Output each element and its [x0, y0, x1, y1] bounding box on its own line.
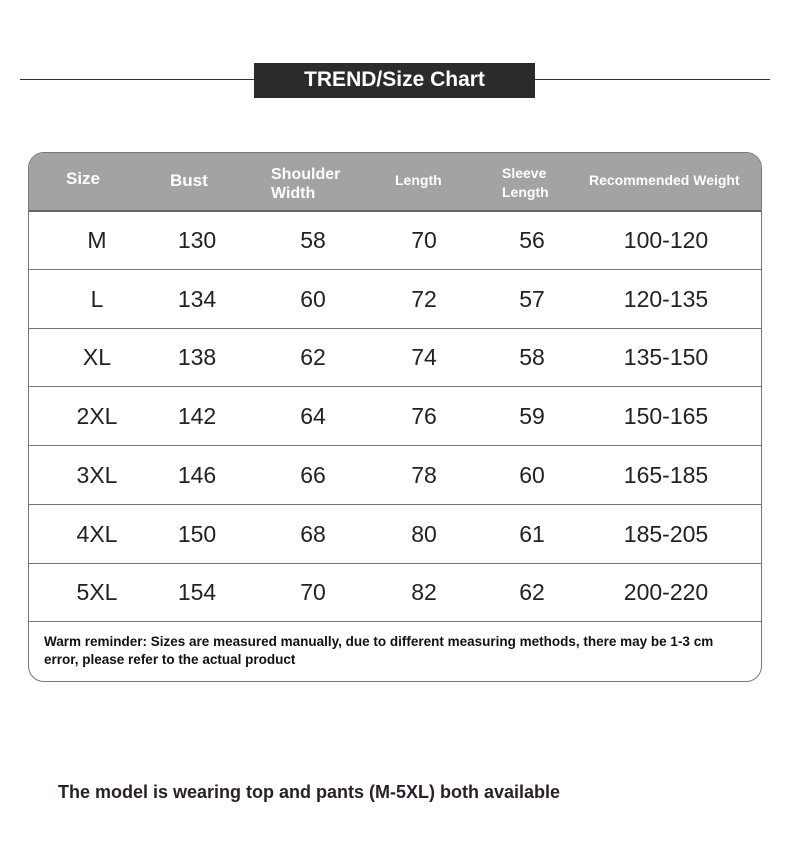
table-cell: 100-120 [623, 227, 709, 253]
header-shoulder-width: Shoulder Width [271, 166, 341, 202]
table-cell: 60 [519, 461, 545, 488]
table-cell: XL [82, 344, 112, 371]
table-row [29, 387, 761, 446]
table-cell: 135-150 [623, 344, 709, 371]
header-sleeve-length: Sleeve Length [502, 165, 549, 200]
table-cell: 76 [411, 403, 437, 430]
warm-reminder: Warm reminder: Sizes are measured manually, due to different measuring methods, there may be 1-3 cm error, please refer to the actual product [44, 634, 714, 667]
table-cell: 5XL [76, 579, 118, 606]
table-cell: 78 [411, 461, 437, 488]
table-row [29, 270, 761, 329]
table-cell: 72 [411, 285, 437, 312]
table-row [29, 505, 761, 564]
table-row [29, 446, 761, 505]
table-row [29, 211, 761, 270]
table-cell: 130 [177, 227, 217, 253]
table-cell: 57 [519, 285, 545, 312]
header-recommended-weight: Recommended Weight [589, 172, 740, 188]
table-row [29, 563, 761, 622]
table-cell: 154 [177, 579, 217, 606]
table-cell: 56 [519, 227, 545, 253]
table-row [29, 328, 761, 387]
table-cell: 82 [411, 579, 437, 606]
table-cell: 142 [177, 403, 217, 430]
header-length: Length [395, 172, 442, 188]
table-cell: 62 [519, 579, 545, 606]
table-cell: 200-220 [623, 579, 709, 606]
table-cell: 185-205 [623, 520, 709, 547]
table-cell: 150-165 [623, 403, 709, 430]
table-header [29, 153, 761, 212]
table-cell: 70 [411, 227, 437, 253]
table-cell: 138 [177, 344, 217, 371]
table-cell: 3XL [76, 461, 118, 488]
table-cell: 134 [177, 285, 217, 312]
table-cell: 62 [300, 344, 326, 371]
table-cell: 146 [177, 461, 217, 488]
table-cell: 70 [300, 579, 326, 606]
model-note: The model is wearing top and pants (M-5XL) both available [58, 782, 561, 802]
table-cell: 64 [300, 403, 326, 430]
header-size: Size [66, 169, 101, 188]
table-cell: 58 [519, 344, 545, 371]
table-cell: M [87, 227, 107, 253]
table-cell: 150 [177, 520, 217, 547]
table-cell: 59 [519, 403, 545, 430]
table-cell: 4XL [76, 520, 118, 547]
table-cell: 80 [411, 520, 437, 547]
table-cell: 68 [300, 520, 326, 547]
table-cell: 165-185 [623, 461, 709, 488]
table-cell: 58 [300, 227, 326, 253]
table-cell: 60 [300, 285, 326, 312]
table-cell: 61 [519, 520, 545, 547]
header-bust: Bust [170, 171, 208, 190]
table-cell: 74 [411, 344, 437, 371]
page-title: TREND/Size Chart [254, 63, 535, 98]
table-cell: 2XL [76, 403, 118, 430]
table-cell: L [90, 285, 104, 312]
size-table [28, 152, 762, 682]
table-cell: 66 [300, 461, 326, 488]
table-cell: 120-135 [623, 285, 709, 312]
